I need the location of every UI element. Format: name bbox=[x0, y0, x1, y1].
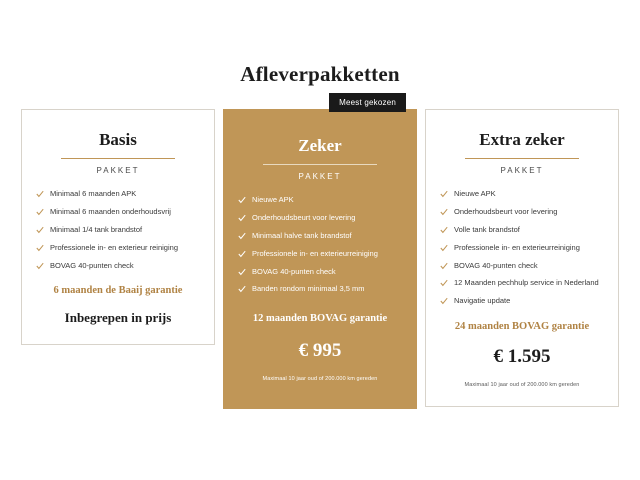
package-subtitle: PAKKET bbox=[298, 172, 342, 181]
package-price: € 1.595 bbox=[493, 346, 551, 368]
list-item bbox=[238, 284, 402, 295]
check-icon bbox=[440, 244, 448, 252]
feature-label: 12 Maanden pechhulp service in Nederland bbox=[454, 278, 599, 288]
list-item bbox=[36, 189, 200, 200]
check-icon bbox=[238, 196, 246, 204]
check-icon bbox=[440, 208, 448, 216]
feature-label: Navigatie update bbox=[454, 296, 511, 306]
feature-label: Nieuwe APK bbox=[252, 195, 294, 204]
page-title: Afleverpakketten bbox=[240, 62, 400, 86]
feature-label: Professionele in- en exterieurreiniging bbox=[252, 248, 378, 258]
list-item bbox=[36, 261, 200, 272]
check-icon bbox=[238, 285, 246, 293]
feature-label: BOVAG 40-punten check bbox=[454, 260, 538, 270]
list-item bbox=[440, 278, 604, 289]
check-icon bbox=[440, 190, 448, 198]
feature-label: Minimaal 6 maanden APK bbox=[50, 189, 137, 198]
feature-label: Onderhoudsbeurt voor levering bbox=[252, 212, 356, 222]
list-item bbox=[238, 231, 402, 242]
package-title: Extra zeker bbox=[479, 130, 565, 149]
title-divider bbox=[263, 164, 378, 165]
package-fineprint: Maximaal 10 jaar oud of 200.000 km gereden bbox=[464, 382, 580, 389]
feature-label: Nieuwe APK bbox=[454, 189, 496, 198]
list-item bbox=[440, 243, 604, 254]
feature-list bbox=[238, 195, 402, 295]
list-item bbox=[238, 249, 402, 260]
list-item bbox=[36, 207, 200, 218]
check-icon bbox=[440, 279, 448, 287]
check-icon bbox=[238, 250, 246, 258]
package-card-list bbox=[0, 98, 640, 409]
status-badge: Meest gekozen bbox=[329, 93, 406, 112]
package-subtitle: PAKKET bbox=[500, 166, 544, 175]
check-icon bbox=[36, 190, 44, 198]
title-divider bbox=[465, 158, 580, 159]
list-item bbox=[238, 267, 402, 278]
feature-label: Onderhoudsbeurt voor levering bbox=[454, 206, 558, 216]
check-icon bbox=[238, 214, 246, 222]
package-guarantee: 6 maanden de Baaij garantie bbox=[53, 285, 183, 297]
list-item bbox=[238, 213, 402, 224]
check-icon bbox=[238, 232, 246, 240]
check-icon bbox=[36, 226, 44, 234]
list-item bbox=[238, 195, 402, 206]
feature-label: Volle tank brandstof bbox=[454, 224, 520, 234]
package-guarantee: 24 maanden BOVAG garantie bbox=[454, 321, 590, 333]
package-fineprint: Maximaal 10 jaar oud of 200.000 km gereden bbox=[262, 376, 378, 383]
package-card-extra-zeker[interactable] bbox=[425, 109, 619, 407]
list-item bbox=[440, 261, 604, 272]
check-icon bbox=[238, 268, 246, 276]
check-icon bbox=[36, 208, 44, 216]
feature-label: Banden rondom minimaal 3,5 mm bbox=[252, 284, 365, 294]
feature-label: Professionele in- en exterieur reiniging bbox=[50, 242, 178, 252]
list-item bbox=[36, 225, 200, 236]
check-icon bbox=[36, 262, 44, 270]
feature-label: Minimaal 1/4 tank brandstof bbox=[50, 224, 143, 234]
feature-label: BOVAG 40-punten check bbox=[252, 266, 336, 276]
package-title: Basis bbox=[99, 130, 137, 149]
title-divider bbox=[61, 158, 176, 159]
feature-list bbox=[440, 189, 604, 307]
feature-label: Minimaal 6 maanden onderhoudsvrij bbox=[50, 206, 171, 216]
package-card-zeker[interactable] bbox=[223, 98, 417, 409]
list-item bbox=[440, 296, 604, 307]
package-guarantee: 12 maanden BOVAG garantie bbox=[252, 313, 388, 325]
package-price: Inbegrepen in prijs bbox=[64, 310, 172, 326]
feature-label: Minimaal halve tank brandstof bbox=[252, 230, 352, 240]
check-icon bbox=[440, 262, 448, 270]
check-icon bbox=[36, 244, 44, 252]
list-item bbox=[36, 243, 200, 254]
package-title: Zeker bbox=[298, 136, 342, 155]
list-item bbox=[440, 207, 604, 218]
check-icon bbox=[440, 226, 448, 234]
list-item bbox=[440, 225, 604, 236]
package-card-basis[interactable] bbox=[21, 109, 215, 345]
feature-list bbox=[36, 189, 200, 271]
feature-label: BOVAG 40-punten check bbox=[50, 260, 134, 270]
list-item bbox=[440, 189, 604, 200]
package-price: € 995 bbox=[298, 340, 342, 362]
feature-label: Professionele in- en exterieurreiniging bbox=[454, 242, 580, 252]
package-subtitle: PAKKET bbox=[96, 166, 140, 175]
check-icon bbox=[440, 297, 448, 305]
